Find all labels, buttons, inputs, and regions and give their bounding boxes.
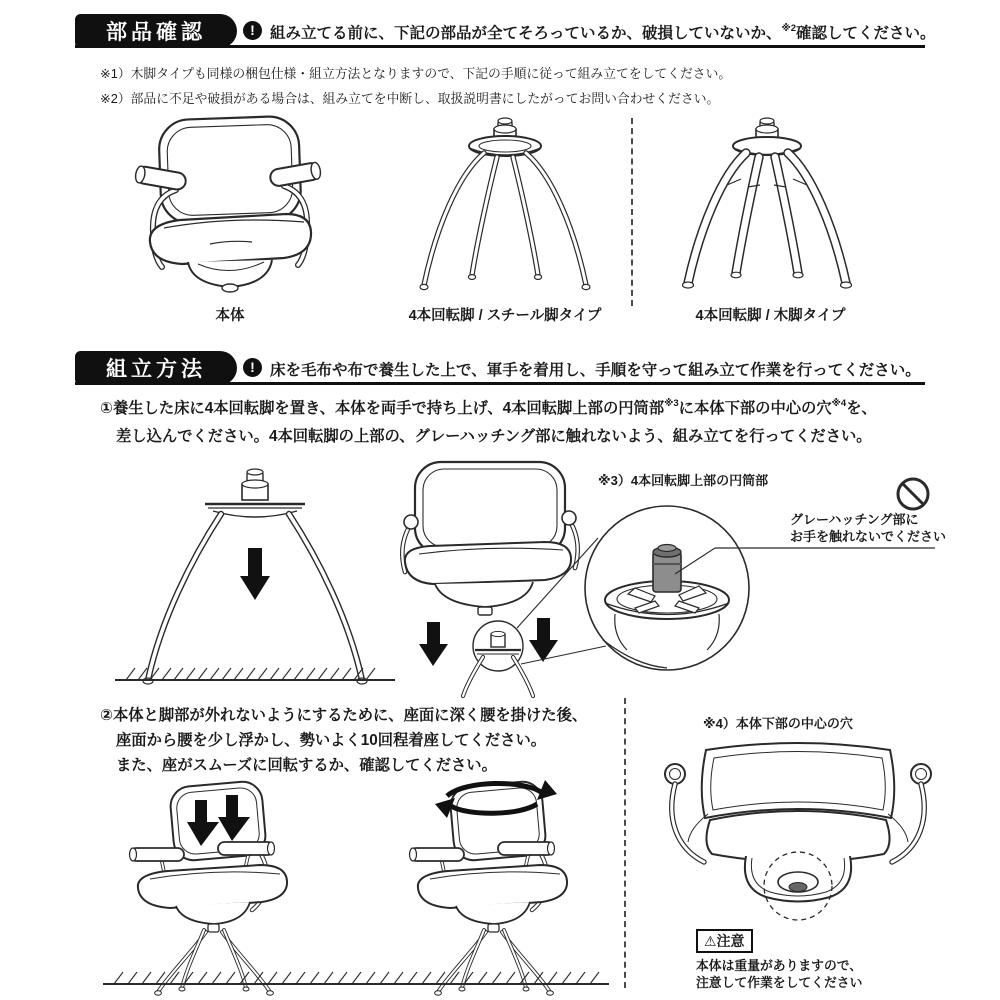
step1-line2: 差し込んでください。4本回転脚の上部の、グレーハッチング部に触れないよう、組み立てを行ってください。 (116, 428, 872, 445)
section-title-parts-check (75, 14, 237, 48)
parts-divider-dashed (631, 118, 633, 306)
warning-line2: お手を触れないでください (790, 529, 947, 544)
footnote-1: ※1）木脚タイプも同様の梱包仕様・組立方法となりますので、下記の手順に従って組み立てをしてください。 (100, 66, 732, 81)
caution-badge: ⚠注意 (696, 929, 753, 953)
chair-sit-down (130, 780, 288, 995)
parts-check-notice-text: 組み立てる前に、下記の部品が全てそろっているか、破損していないか、$^{※2}$確認してください。 (270, 23, 936, 42)
chair-underside-illustration (648, 736, 948, 936)
footnote-ref-2: ※2 (781, 23, 797, 34)
down-arrow-icon (240, 548, 270, 600)
part-label-wooden-legs: 4本回転脚 / 木脚タイプ (695, 308, 846, 324)
chair-lowering-view (402, 462, 577, 696)
down-arrow-icon (529, 618, 558, 662)
caution-note (696, 929, 862, 991)
step2-line3: また、座がスムーズに回転するか、確認してください。 (116, 757, 497, 774)
parts-check-notice (243, 21, 936, 43)
exclamation-icon: ! (243, 358, 262, 377)
assembly-step-2 (100, 703, 620, 778)
hub-detail-circle (585, 506, 749, 670)
callout3-label: ※3）4本回転脚上部の円筒部 (598, 473, 769, 488)
caution-line2: 注意して作業をしてください (696, 975, 863, 990)
step2-illustration (95, 772, 615, 997)
assembly-step-1 (100, 396, 960, 450)
step1-line1: ①養生した床に4本回転脚を置き、本体を両手で持ち上げ、4本回転脚上部の円筒部$^{※3}$に本体下部の中心の穴$^{※4}$を、 (100, 398, 877, 417)
gray-hatch-warning (790, 511, 946, 545)
warning-line1: グレーハッチング部に (790, 512, 919, 527)
assembly-notice-text: 床を毛布や布で養生した上で、軍手を着用し、手順を守って組み立て作業を行ってください。 (270, 362, 921, 379)
caution-line1: 本体は重量がありますので、 (696, 958, 863, 973)
assembly-notice (243, 358, 921, 380)
assembly-title-label: 組立方法 (106, 358, 206, 381)
footnote-2: ※2）部品に不足や破損がある場合は、組み立てを中断し、取扱説明書にしたがってお問い合わせください。 (100, 91, 720, 106)
step2-line2: 座面から腰を少し浮かし、勢いよく10回程着座してください。 (116, 732, 547, 749)
down-arrow-icon (419, 622, 448, 666)
part-label-steel-legs: 4本回転脚 / スチール脚タイプ (408, 308, 602, 324)
footnote-ref-3: ※3 (664, 398, 679, 409)
prohibition-icon (898, 479, 928, 509)
steel-legs-illustration (380, 113, 635, 305)
footnote-ref-4: ※4 (831, 398, 847, 409)
main-body-illustration (118, 112, 338, 302)
callout4-label: ※4）本体下部の中心の穴 (703, 716, 853, 731)
step2-divider-dashed (624, 698, 626, 988)
part-label-main-body: 本体 (215, 308, 245, 324)
gray-hatch-cylinder (653, 545, 681, 593)
step1-illustration (75, 450, 935, 700)
exclamation-icon: ! (243, 21, 262, 40)
step2-line1: ②本体と脚部が外れないようにするために、座面に深く腰を掛けた後、 (100, 707, 588, 724)
base-side-view (115, 469, 395, 684)
wooden-legs-illustration (642, 113, 897, 305)
section-title-assembly (75, 351, 237, 385)
parts-check-title-label: 部品確認 (106, 21, 206, 44)
callout-connector-line (521, 646, 606, 664)
floor-hatching (126, 668, 375, 680)
